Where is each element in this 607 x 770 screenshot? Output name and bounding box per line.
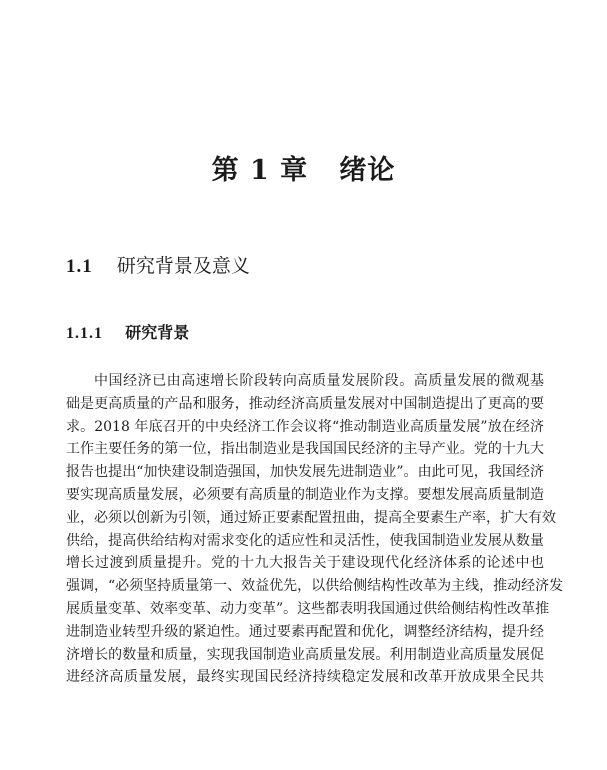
section-number: 1.1 [66, 256, 93, 277]
paragraph-line: 展质量变革、效率变革、动力变革”。这些都表明我国通过供给侧结构性改革推 [66, 600, 550, 617]
chapter-title: 第 1 章 绪论 [211, 155, 396, 186]
paragraph-line: 济增长的数量和质量，实现我国制造业高质量发展。利用制造业高质量发展促 [66, 646, 544, 663]
paragraph-line: 进制造业转型升级的紧迫性。通过要素再配置和优化，调整经济结构，提升经 [66, 623, 544, 640]
subsection-title-text: 研究背景 [125, 323, 190, 342]
subsection-number: 1.1.1 [66, 325, 103, 342]
paragraph-line: 报告也提出“加快建设制造强国，加快发展先进制造业”。由此可见，我国经济 [66, 464, 544, 481]
paragraph-line: 业，必须以创新为引领，通过矫正要素配置扭曲，提高全要素生产率，扩大有效 [66, 509, 556, 526]
section-heading [66, 251, 250, 278]
paragraph-line: 进经济高质量发展，最终实现国民经济持续稳定发展和改革开放成果全民共 [66, 669, 544, 686]
paragraph-line: 要实现高质量发展，必须要有高质量的制造业作为支撑。要想发展高质量制造 [66, 486, 544, 503]
subsection-heading [66, 320, 189, 343]
section-title-text: 研究背景及意义 [116, 255, 250, 277]
paragraph-line: 工作主要任务的第一位，指出制造业是我国国民经济的主导产业。党的十九大 [66, 441, 544, 458]
paragraph-line: 中国经济已由高速增长阶段转向高质量发展阶段。高质量发展的微观基 [94, 373, 544, 389]
body-paragraph [66, 370, 564, 689]
paragraph-line: 础是更高质量的产品和服务，推动经济高质量发展对中国制造提出了更高的要 [66, 395, 544, 412]
paragraph-line: 强调，“必须坚持质量第一、效益优先，以供给侧结构性改革为主线，推动经济发 [66, 578, 564, 595]
paragraph-line: 求。2018 年底召开的中央经济工作会议将“推动制造业高质量发展”放在经济 [66, 418, 544, 435]
paragraph-line: 供给，提高供给结构对需求变化的适应性和灵活性，使我国制造业发展从数量 [66, 532, 544, 549]
paragraph-line: 增长过渡到质量提升。党的十九大报告关于建设现代化经济体系的论述中也 [66, 555, 544, 572]
